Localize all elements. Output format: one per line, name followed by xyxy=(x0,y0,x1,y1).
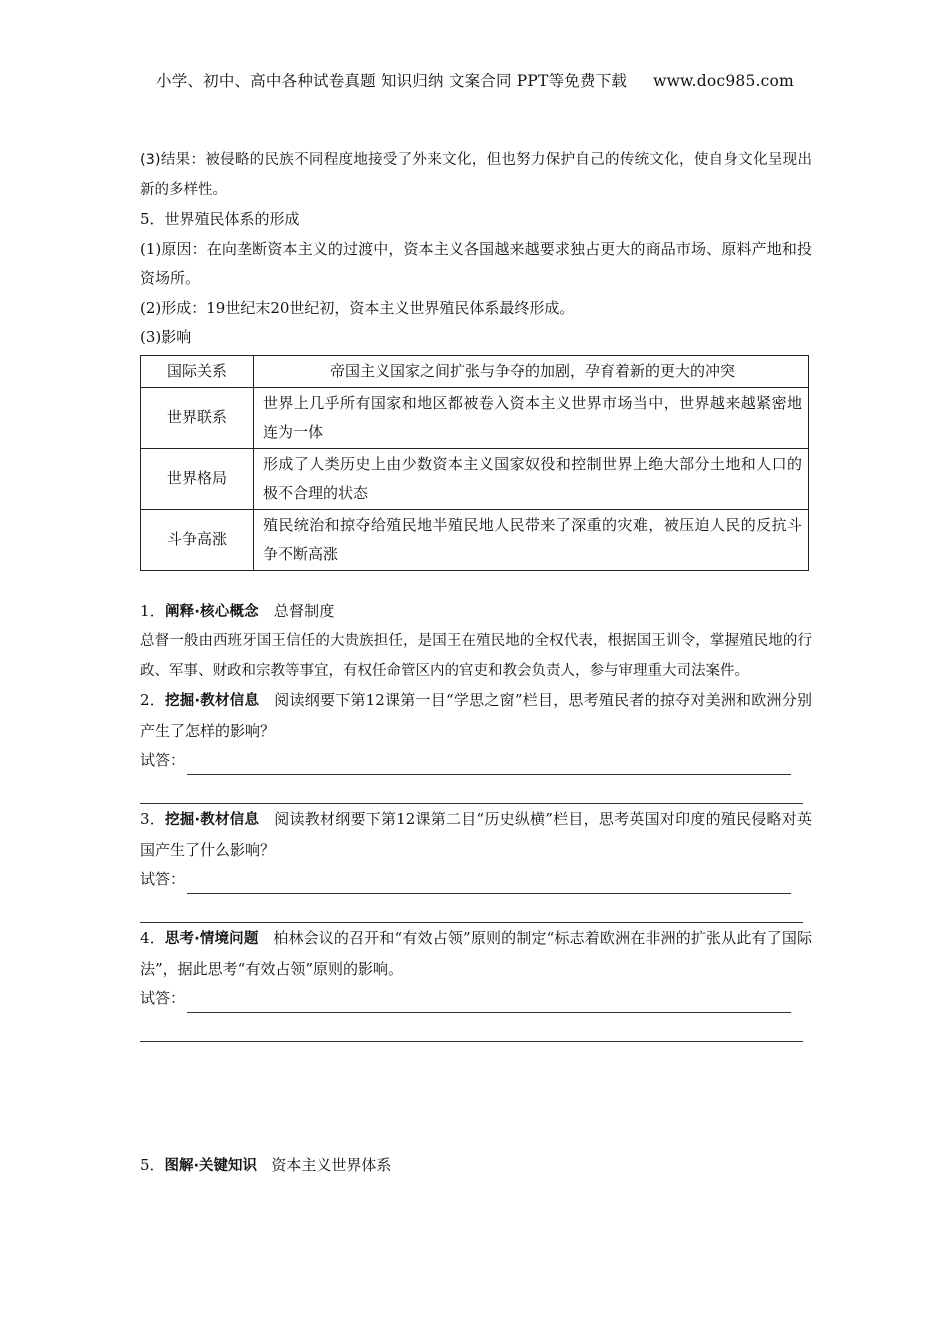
row-key: 国际关系 xyxy=(141,355,254,387)
item-sub: 总督制度 xyxy=(273,601,335,620)
item-sub: 资本主义世界体系 xyxy=(271,1156,392,1174)
table-row xyxy=(141,448,809,509)
cause-paragraph: (1)原因：在向垄断资本主义的过渡中，资本主义各国越来越要求独占更大的商品市场、原料产地和投资场所。 xyxy=(140,239,812,287)
item-5-heading xyxy=(140,1151,391,1181)
row-value: 形成了人类历史上由少数资本主义国家奴役和控制世界上绝大部分土地和人口的极不合理的状态 xyxy=(254,448,809,509)
item-head: 挖掘·教材信息 xyxy=(165,693,260,709)
row-key: 世界联系 xyxy=(141,387,254,448)
section-5-title: 5．世界殖民体系的形成 xyxy=(140,210,300,228)
item-head: 挖掘·教材信息 xyxy=(165,812,260,828)
row-key: 斗争高涨 xyxy=(141,509,254,570)
answer-rule[interactable] xyxy=(140,775,803,804)
impact-label: (3)影响 xyxy=(140,328,192,346)
header-site: www.doc985.com xyxy=(653,72,794,90)
item-head: 图解·关键知识 xyxy=(164,1158,258,1174)
row-value: 殖民统治和掠夺给殖民地半殖民地人民带来了深重的灾难，被压迫人民的反抗斗争不断高涨 xyxy=(254,509,809,570)
item-body: 阅读纲要下第12课第一目“学思之窗”栏目，思考殖民者的掠夺对美洲和欧洲分别产生了怎样的影响？ xyxy=(140,691,813,740)
table-row xyxy=(141,355,809,387)
item-3-question xyxy=(140,805,812,865)
answer-line[interactable] xyxy=(140,984,812,1013)
item-number: 4． xyxy=(140,929,165,947)
item-1-heading xyxy=(140,597,812,628)
item-number: 3． xyxy=(140,810,166,828)
table-row xyxy=(141,509,809,570)
answer-rule[interactable] xyxy=(140,1013,803,1042)
item-head: 思考·情境问题 xyxy=(164,931,259,947)
item-head: 阐释·核心概念 xyxy=(164,603,259,620)
item-body: 柏林会议的召开和“有效占领”原则的制定“标志着欧洲在非洲的扩张从此有了国际法”，据此思考“有效占领”原则的影响。 xyxy=(140,929,812,978)
row-value: 世界上几乎所有国家和地区都被卷入资本主义世界市场当中，世界越来越紧密地连为一体 xyxy=(254,387,809,448)
item-2-question xyxy=(140,686,812,746)
impact-table xyxy=(140,355,809,571)
item-number: 2． xyxy=(140,691,166,709)
answer-label: 试答： xyxy=(140,869,186,888)
row-value: 帝国主义国家之间扩张与争夺的加剧，孕育着新的更大的冲突 xyxy=(254,355,809,387)
item-1-body: 总督一般由西班牙国王信任的大贵族担任，是国王在殖民地的全权代表，根据国王训令，掌握殖民地的行政、军事、财政和宗教等事宜，有权任命管区内的官吏和教会负责人，参与审理重大司法案件。 xyxy=(140,633,812,679)
answer-line[interactable] xyxy=(140,746,812,775)
item-4-question xyxy=(140,924,812,984)
item-number: 5． xyxy=(140,1156,165,1174)
item-body: 阅读教材纲要下第12课第二目“历史纵横”栏目，思考英国对印度的殖民侵略对英国产生了什么影响？ xyxy=(140,810,813,859)
page-header xyxy=(0,69,950,91)
header-text: 小学、初中、高中各种试卷真题 知识归纳 文案合同 PPT等免费下载 xyxy=(156,72,628,90)
main-content xyxy=(140,146,812,1043)
result-paragraph: (3)结果：被侵略的民族不同程度地接受了外来文化，但也努力保护自己的传统文化，使自身文化呈现出新的多样性。 xyxy=(140,152,812,198)
formation-paragraph: (2)形成：19世纪末20世纪初，资本主义世界殖民体系最终形成。 xyxy=(140,298,575,317)
item-number: 1． xyxy=(140,601,165,620)
answer-label: 试答： xyxy=(140,988,186,1007)
row-key: 世界格局 xyxy=(141,448,254,509)
answer-rule[interactable] xyxy=(140,894,803,923)
table-row xyxy=(141,387,809,448)
answer-line[interactable] xyxy=(140,865,812,894)
answer-label: 试答： xyxy=(140,750,186,769)
